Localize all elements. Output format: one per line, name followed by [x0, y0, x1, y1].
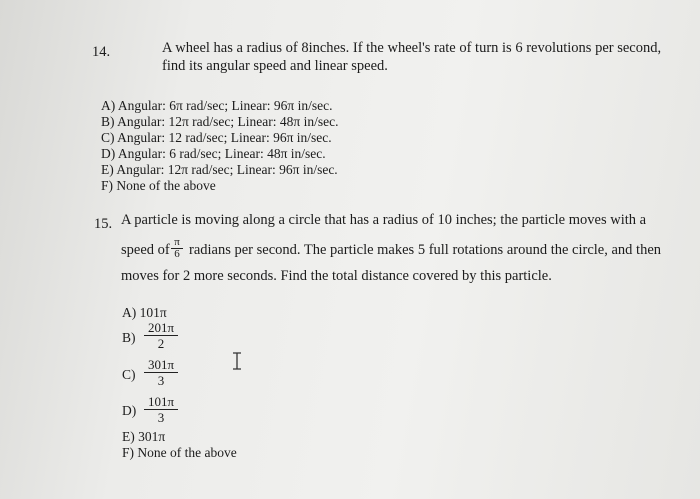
q15-speed-fraction: [171, 237, 183, 260]
q14-option-a: A) Angular: 6π rad/sec; Linear: 96π in/sec.: [101, 98, 333, 113]
q15-text-line1: A particle is moving along a circle that has a radius of 10 inches; the particle moves with a: [121, 212, 647, 228]
q14-text-line2: find its angular speed and linear speed.: [162, 58, 388, 74]
q15-speed-denominator: 6: [174, 248, 180, 260]
q15-option-b-denominator: 2: [157, 336, 165, 351]
q15-text-line2-pre: speed of: [121, 242, 170, 258]
q15-option-c-fraction: [144, 357, 178, 388]
q15-option-b-numerator: 201π: [144, 320, 178, 336]
q14-text-line1: A wheel has a radius of 8inches. If the wheel's rate of turn is 6 revolutions per second,: [162, 40, 662, 56]
q15-option-c-numerator: 301π: [144, 357, 178, 373]
q15-option-b-fraction: [144, 320, 178, 351]
q14-option-b: B) Angular: 12π rad/sec; Linear: 48π in/sec.: [101, 114, 339, 129]
q14-option-f: F) None of the above: [101, 178, 216, 193]
q15-option-d-fraction: [144, 394, 178, 425]
q15-text-line2-post: radians per second. The particle makes 5 full rotations around the circle, and then: [189, 242, 662, 258]
q15-option-d-numerator: 101π: [144, 394, 178, 410]
q15-option-b-label: B): [122, 330, 136, 345]
q14-option-e: E) Angular: 12π rad/sec; Linear: 96π in/sec.: [101, 162, 338, 177]
q14-option-c: C) Angular: 12 rad/sec; Linear: 96π in/sec.: [101, 130, 332, 145]
text-cursor-icon: [232, 352, 242, 370]
q14-number: 14.: [92, 44, 111, 60]
q15-option-d-label: D): [122, 403, 137, 418]
q15-option-a: A) 101π: [122, 305, 167, 320]
q15-option-d-denominator: 3: [157, 410, 165, 425]
q15-option-f: F) None of the above: [122, 445, 237, 460]
q15-option-c-denominator: 3: [157, 373, 165, 388]
q15-option-e: E) 301π: [122, 429, 166, 444]
q15-number: 15.: [94, 216, 113, 232]
q15-text-line3: moves for 2 more seconds. Find the total distance covered by this particle.: [121, 268, 552, 284]
q15-option-c-label: C): [122, 367, 136, 382]
q15-speed-numerator: π: [171, 237, 183, 249]
q14-option-d: D) Angular: 6 rad/sec; Linear: 48π in/sec.: [101, 146, 326, 161]
